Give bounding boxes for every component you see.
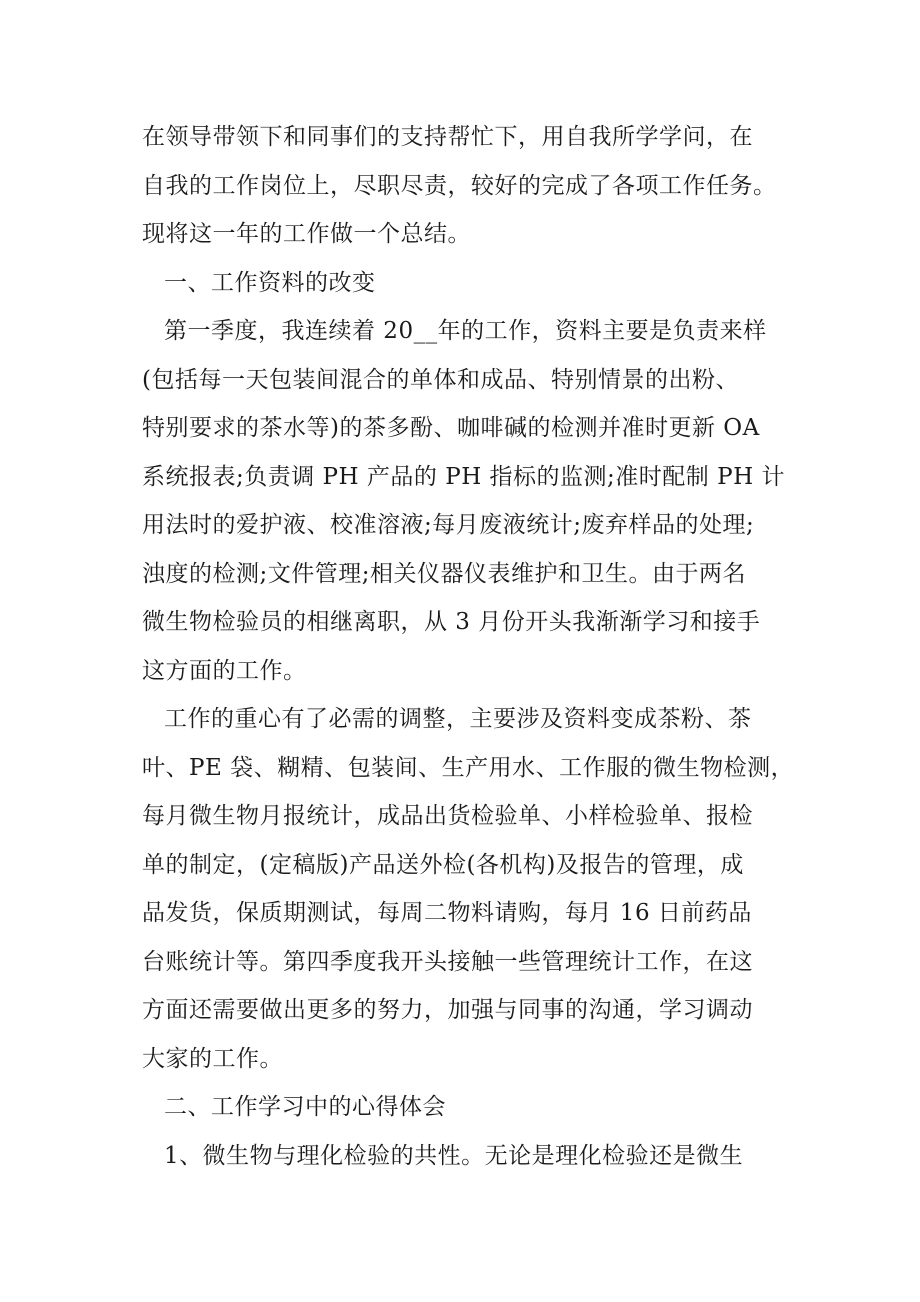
text-line: 方面还需要做出更多的努力，加强与同事的沟通，学习调动	[142, 997, 753, 1023]
text-line: 微生物检验员的相继离职，从 3 月份开头我渐渐学习和接手	[142, 609, 761, 635]
text-line: 这方面的工作。	[142, 657, 307, 684]
text-line: 单的制定，(定稿版)产品送外检(各机构)及报告的管理，成	[142, 851, 744, 878]
text-line: 自我的工作岗位上，尽职尽责，较好的完成了各项工作任务。	[142, 172, 777, 199]
text-line: 品发货，保质期测试，每周二物料请购，每月 16 日前药品	[142, 900, 752, 926]
text-line: 第一季度，我连续着 20__年的工作，资料主要是负责来样	[164, 318, 767, 344]
section-heading: 二、工作学习中的心得体会	[164, 1094, 446, 1120]
text-line: 工作的重心有了必需的调整，主要涉及资料变成茶粉、茶	[164, 706, 752, 732]
text-line: 浊度的检测;文件管理;相关仪器仪表维护和卫生。由于两名	[142, 560, 746, 587]
text-line: 台账统计等。第四季度我开头接触一些管理统计工作，在这	[142, 948, 753, 975]
text-line: 系统报表;负责调 PH 产品的 PH 指标的监测;准时配制 PH 计	[142, 463, 785, 490]
document-body	[142, 113, 795, 1180]
text-line: 特别要求的茶水等)的茶多酚、咖啡碱的检测并准时更新 OA	[142, 415, 760, 441]
text-line: 叶、PE 袋、糊精、包装间、生产用水、工作服的微生物检测，	[142, 754, 795, 781]
text-line: 用法时的爱护液、校准溶液;每月废液统计;废弃样品的处理;	[142, 512, 755, 538]
text-line: (包括每一天包装间混合的单体和成品、特别情景的出粉、	[142, 366, 739, 393]
text-line: 每月微生物月报统计，成品出货检验单、小样检验单、报检	[142, 803, 753, 829]
text-line: 现将这一年的工作做一个总结。	[142, 221, 471, 247]
text-line: 1、微生物与理化检验的共性。无论是理化检验还是微生	[164, 1142, 744, 1169]
text-line: 在领导带领下和同事们的支持帮忙下，用自我所学学问，在	[142, 124, 753, 150]
section-heading: 一、工作资料的改变	[164, 269, 376, 296]
text-line: 大家的工作。	[142, 1045, 283, 1072]
